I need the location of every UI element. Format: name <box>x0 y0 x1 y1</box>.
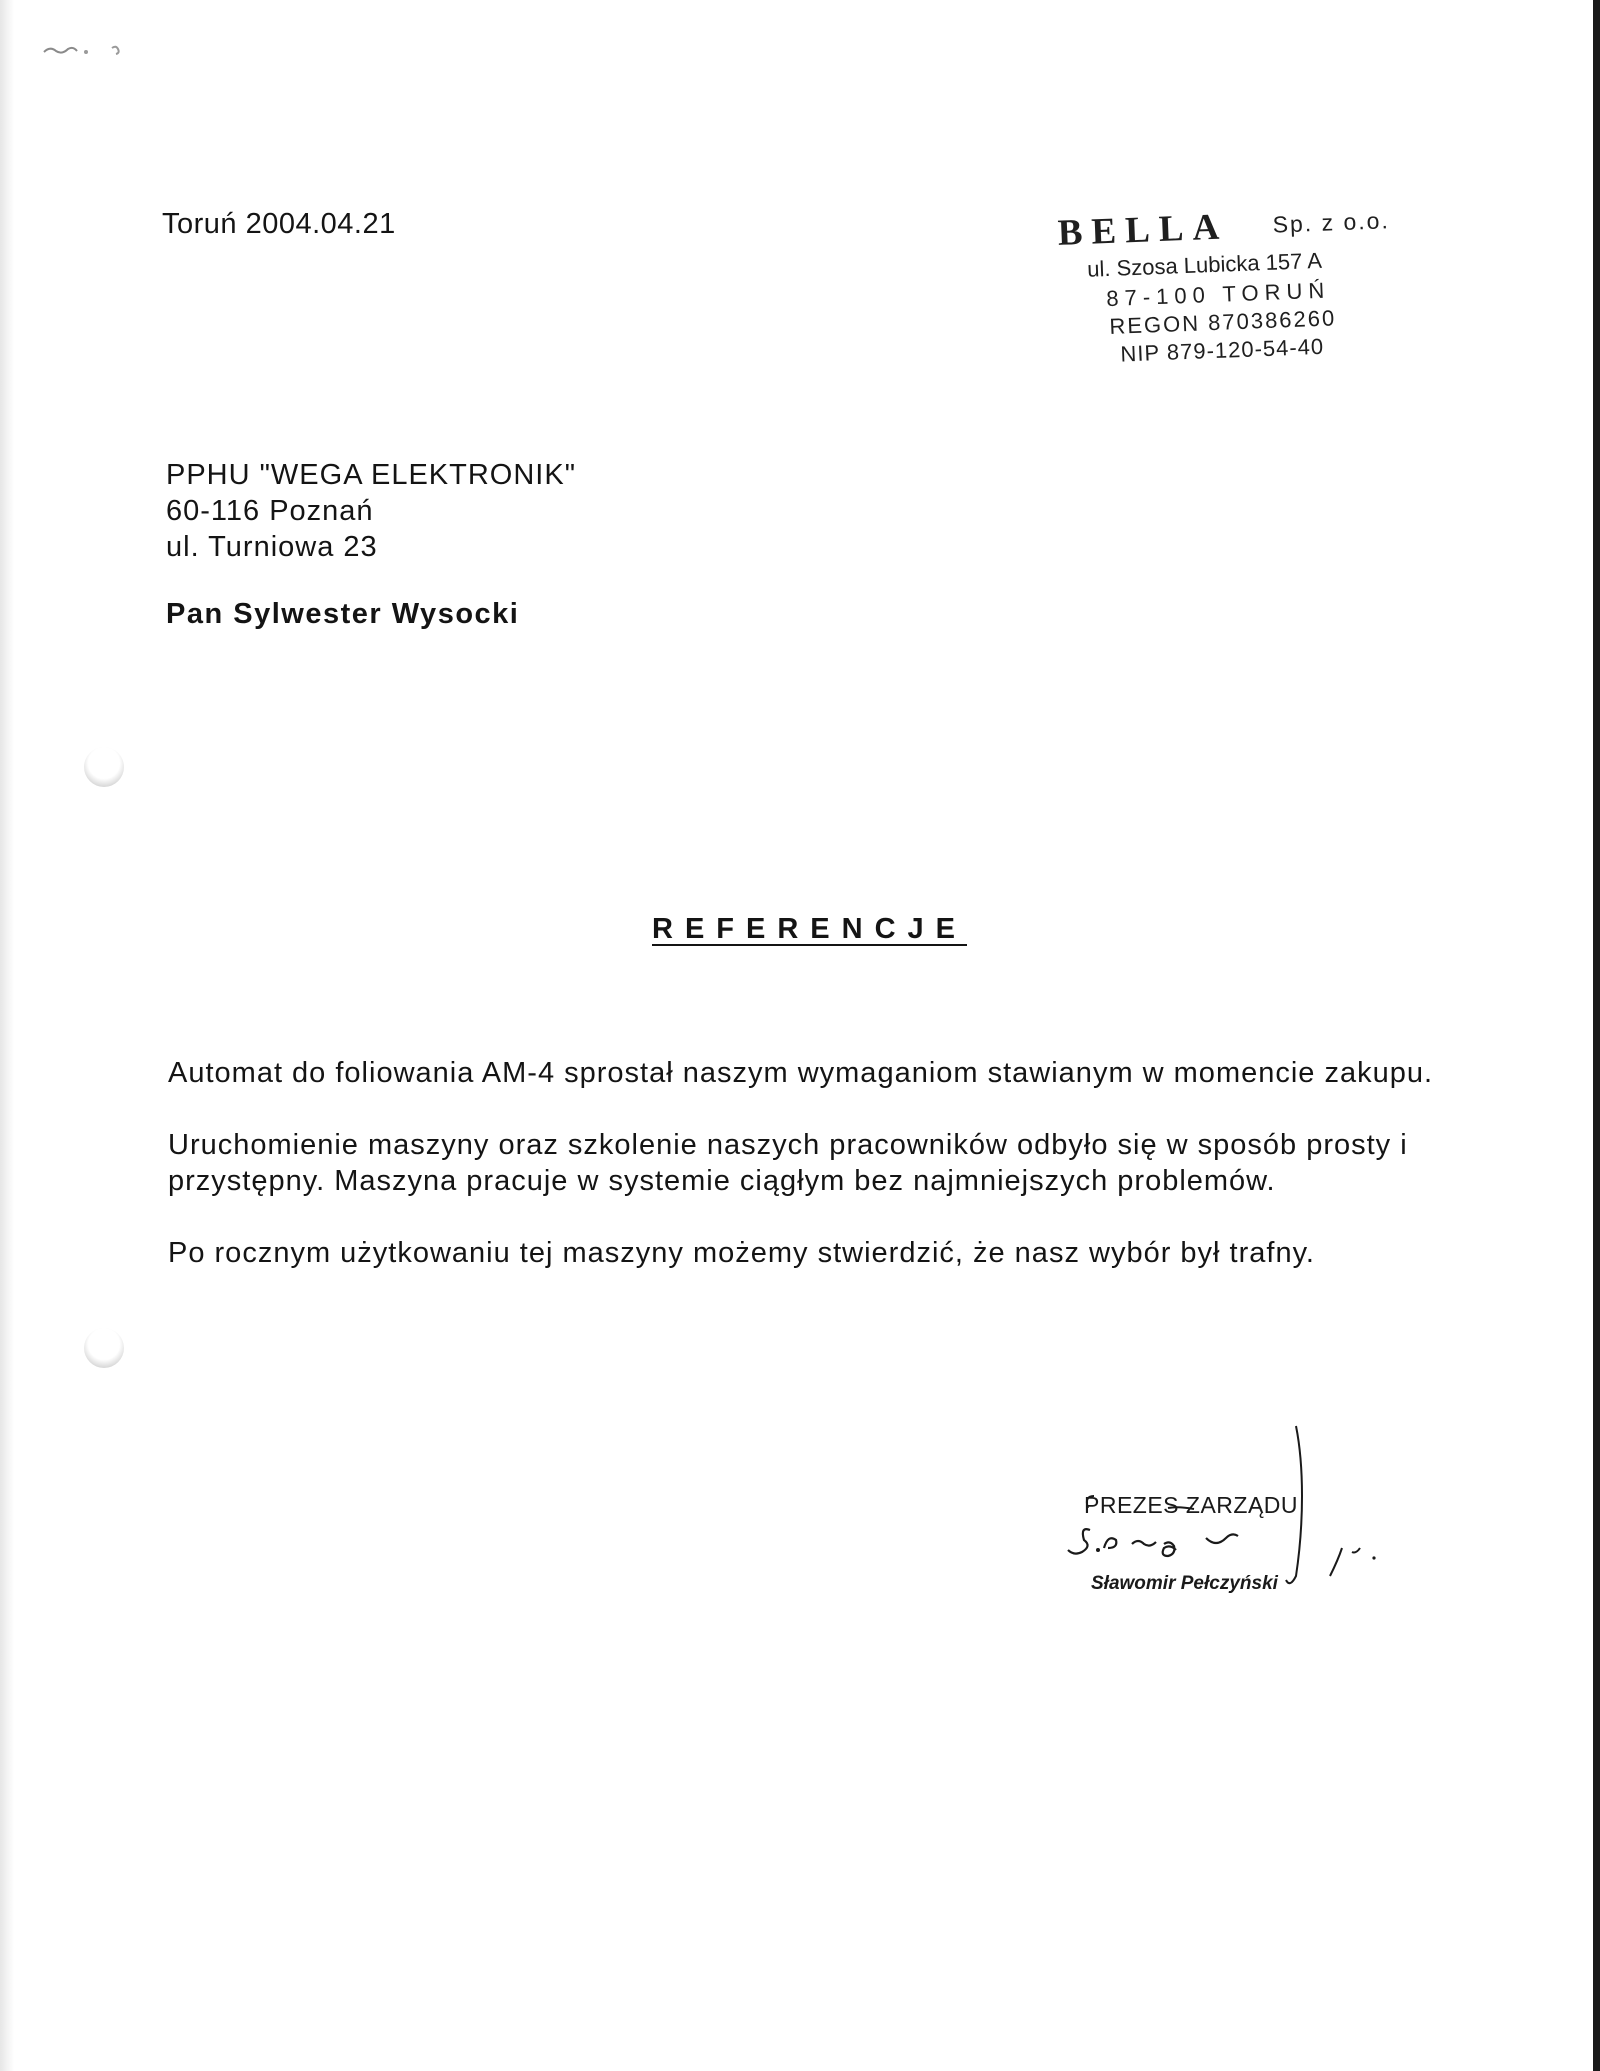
body-paragraph: Po rocznym użytkowaniu tej maszyny możemy stwierdzić, że nasz wybór był trafny. <box>168 1237 1315 1269</box>
stamp-city: 87-100 TORUŃ <box>1105 277 1331 312</box>
signatory-name: Sławomir Pełczyński <box>1091 1573 1278 1594</box>
stamp-nip: NIP 879-120-54-40 <box>1120 333 1325 367</box>
punch-hole-bottom <box>84 1328 124 1368</box>
stamp-regon: REGON 870386260 <box>1108 305 1337 339</box>
letter-body <box>168 1055 1448 1307</box>
punch-hole-top <box>84 747 124 787</box>
stamp-legal-form: Sp. z o.o. <box>1272 207 1391 238</box>
recipient-street: ul. Turniowa 23 <box>166 531 378 563</box>
recipient-address <box>166 457 576 565</box>
recipient-company: PPHU "WEGA ELEKTRONIK" <box>166 459 577 491</box>
body-paragraph: Automat do foliowania AM-4 sprostał naszym wymaganiom stawianym w momencie zakupu. <box>168 1057 1434 1089</box>
company-stamp <box>1055 198 1421 372</box>
body-paragraph: Uruchomienie maszyny oraz szkolenie naszych pracowników odbyło się w sposób prosty i przystępny. Maszyna pracuje w systemie ciągłym bez najmniejszych problemów. <box>168 1129 1408 1197</box>
scan-artifact-mark <box>40 36 140 66</box>
scan-right-edge <box>1593 0 1600 2071</box>
scan-left-edge <box>0 0 14 2071</box>
signature-title: PREZES ZARZĄDU <box>1084 1492 1299 1518</box>
stamp-company-name: BELLA <box>1057 206 1229 254</box>
letter-date: Toruń 2004.04.21 <box>162 208 396 240</box>
stamp-street: ul. Szosa Lubicka 157 A <box>1086 247 1323 282</box>
addressee-name: Pan Sylwester Wysocki <box>166 598 520 630</box>
handwritten-signature <box>1060 1420 1400 1610</box>
recipient-city: 60-116 Poznań <box>166 495 374 527</box>
signature-block <box>1060 1420 1400 1610</box>
document-title: REFERENCJE <box>652 913 967 945</box>
